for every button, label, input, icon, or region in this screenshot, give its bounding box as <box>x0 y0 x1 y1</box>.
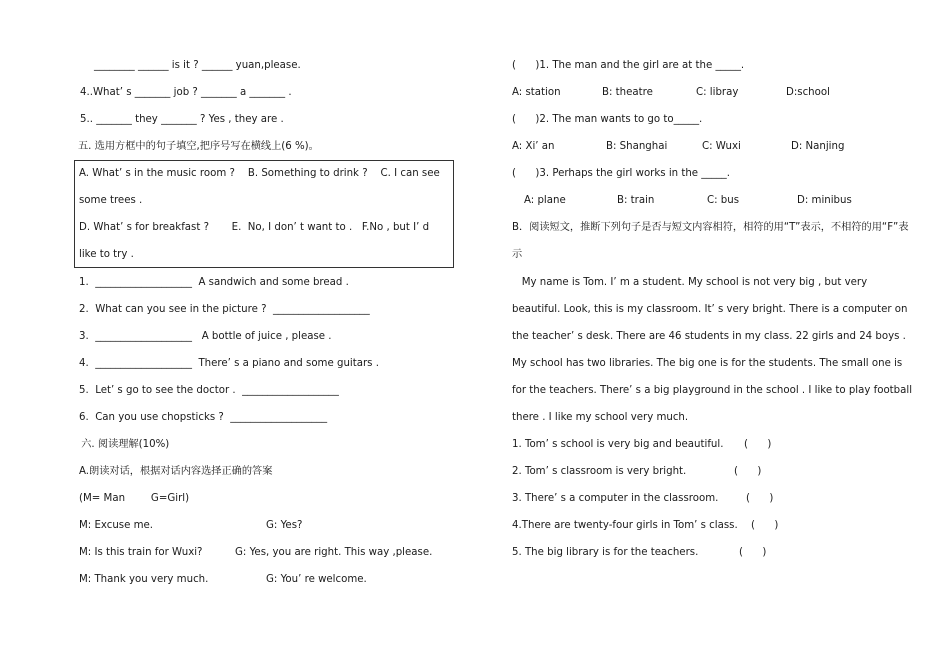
price-question-line: ________ ______ is it ? ______ yuan,please. <box>94 60 301 71</box>
q2-option-d: D: Nanjing <box>791 141 845 152</box>
tf-answer-5: ( ) <box>739 547 767 558</box>
passage-line-6: there . I like my school very much. <box>512 412 689 423</box>
tf-item-4: 4.There are twenty-four girls in Tom’ s class. <box>512 520 738 531</box>
section-b-title-cont: 示 <box>512 249 523 260</box>
tf-answer-2: ( ) <box>734 466 762 477</box>
dialogue-girl-1: G: Yes? <box>266 520 303 531</box>
fill-item-1: 1. ___________________ A sandwich and some bread . <box>79 277 349 288</box>
box-line-4: like to try . <box>79 249 134 260</box>
question-5-line: 5.. _______ they _______ ? Yes , they are . <box>80 114 284 125</box>
q2-option-a: A: Xi’ an <box>512 141 555 152</box>
fill-item-5: 5. Let’ s go to see the doctor . ___________________ <box>79 385 339 396</box>
section-6-title: 六. 阅读理解(10%) <box>78 439 170 450</box>
q3-option-d: D: minibus <box>797 195 852 206</box>
tf-item-3: 3. There’ s a computer in the classroom. <box>512 493 719 504</box>
section-5-title: 五. 选用方框中的句子填空,把序号写在横线上(6 %)。 <box>78 141 319 152</box>
box-line-1: A. What’ s in the music room ? B. Something to drink ? C. I can see <box>79 168 440 179</box>
box-line-2: some trees . <box>79 195 143 206</box>
question-3: ( )3. Perhaps the girl works in the _____. <box>512 168 731 179</box>
section-b-title: B．阅读短文，推断下列句子是否与短文内容相符，相符的用“T”表示，不相符的用“F”表 <box>512 222 909 233</box>
q1-option-b: B: theatre <box>602 87 653 98</box>
question-2: ( )2. The man wants to go to_____. <box>512 114 703 125</box>
tf-item-2: 2. Tom’ s classroom is very bright. <box>512 466 687 477</box>
section-a-title: A.朗读对话，根据对话内容选择正确的答案 <box>79 466 273 477</box>
passage-line-5: for the teachers. There’ s a big playground in the school . I like to play football <box>512 385 913 396</box>
dialogue-man-3: M: Thank you very much. <box>79 574 209 585</box>
q3-option-a: A: plane <box>524 195 566 206</box>
q3-option-c: C: bus <box>707 195 740 206</box>
dialogue-man-1: M: Excuse me. <box>79 520 154 531</box>
speaker-legend: (M= Man G=Girl) <box>79 493 190 504</box>
passage-line-2: beautiful. Look, this is my classroom. It’ s very bright. There is a computer on <box>512 304 908 315</box>
box-line-3: D. What’ s for breakfast ? E. No, I don’ t want to . F.No , but I’ d <box>79 222 430 233</box>
fill-item-2: 2. What can you see in the picture ? ___________________ <box>79 304 370 315</box>
q2-option-b: B: Shanghai <box>606 141 668 152</box>
dialogue-man-2: M: Is this train for Wuxi? <box>79 547 203 558</box>
tf-answer-1: ( ) <box>744 439 772 450</box>
fill-item-6: 6. Can you use chopsticks ? ___________________ <box>79 412 328 423</box>
dialogue-girl-3: G: You’ re welcome. <box>266 574 367 585</box>
fill-item-4: 4. ___________________ There’ s a piano and some guitars . <box>79 358 379 369</box>
passage-line-3: the teacher’ s desk. There are 46 students in my class. 22 girls and 24 boys . <box>512 331 906 342</box>
fill-item-3: 3. ___________________ A bottle of juice , please . <box>79 331 332 342</box>
question-1: ( )1. The man and the girl are at the _____. <box>512 60 745 71</box>
q2-option-c: C: Wuxi <box>702 141 741 152</box>
tf-item-1: 1. Tom’ s school is very big and beautiful. <box>512 439 724 450</box>
tf-answer-4: ( ) <box>751 520 779 531</box>
passage-line-4: My school has two libraries. The big one is for the students. The small one is <box>512 358 903 369</box>
q1-option-c: C: libray <box>696 87 739 98</box>
tf-item-5: 5. The big library is for the teachers. <box>512 547 699 558</box>
q1-option-a: A: station <box>512 87 561 98</box>
question-4-line: 4..What’ s _______ job ? _______ a _______ . <box>80 87 292 98</box>
dialogue-girl-2: G: Yes, you are right. This way ,please. <box>235 547 433 558</box>
tf-answer-3: ( ) <box>746 493 774 504</box>
q1-option-d: D:school <box>786 87 830 98</box>
passage-line-1: My name is Tom. I’ m a student. My school is not very big , but very <box>512 277 868 288</box>
q3-option-b: B: train <box>617 195 655 206</box>
